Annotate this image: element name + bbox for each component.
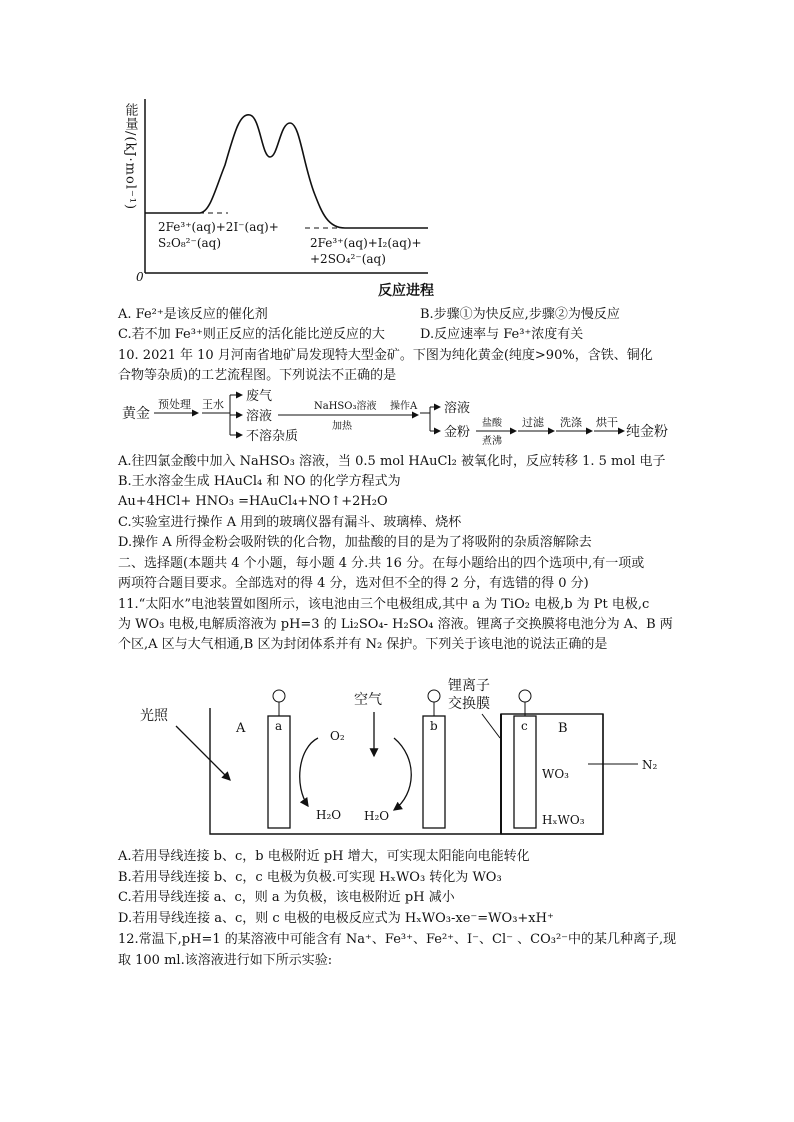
q10-stem-line1: 10. 2021 年 10 月河南省地矿局发现特大型金矿。下图为纯化黄金(纯度>90%，含铁、铜化	[118, 348, 653, 363]
n2-label: N₂	[642, 758, 658, 772]
membrane-label-line1: 锂离子	[448, 678, 490, 694]
q9-option-d: D.反应速率与 Fe³⁺浓度有关	[420, 327, 584, 342]
flow-dry: 烘干	[596, 416, 618, 429]
origin-label: 0	[136, 270, 144, 284]
flow-filter: 过滤	[522, 416, 544, 429]
q10-option-d: D.操作 A 所得金粉会吸附铁的化合物，加盐酸的目的是为了将吸附的杂质溶解除去	[118, 535, 592, 550]
y-axis-label: 能量/(kJ·mol⁻¹)	[122, 103, 138, 211]
energy-profile-chart	[110, 95, 460, 305]
q10-option-a: A.往四氯金酸中加入 NaHSO₃ 溶液，当 0.5 mol HAuCl₂ 被氧化时，反应转移 1. 5 mol 电子	[118, 454, 666, 469]
q11-option-c: C.若用导线连接 a、c，则 a 为负极，该电极附近 pH 减小	[118, 890, 455, 905]
reactants-label-line1: 2Fe³⁺(aq)+2I⁻(aq)+	[158, 220, 279, 234]
light-label: 光照	[140, 708, 168, 724]
q12-stem-line2: 取 100 ml.该溶液进行如下所示实验:	[118, 953, 333, 968]
q12-stem-line1: 12.常温下,pH=1 的某溶液中可能含有 Na⁺、Fe³⁺、Fe²⁺、I⁻、Cl⁻ 、CO₃²⁻中的某几种离子,现	[118, 932, 677, 947]
q9-option-b: B.步骤①为快反应,步骤②为慢反应	[420, 307, 620, 322]
flow-operation-a: 操作A	[390, 401, 418, 412]
wo3-label: WO₃	[542, 767, 569, 781]
h2o-left-label: H₂O	[316, 808, 342, 822]
q10-option-b-line1: B.王水溶金生成 HAuCl₄ 和 NO 的化学方程式为	[118, 474, 401, 489]
q11-stem-line2: 为 WO₃ 电极,电解质溶液为 pH=3 的 Li₂SO₄- H₂SO₄ 溶液。锂离子交换膜将电池分为 A、B 两	[118, 617, 673, 632]
q11-option-b: B.若用导线连接 b、c，c 电极为负极.可实现 HₓWO₃ 转化为 WO₃	[118, 870, 502, 885]
flow-wash: 洗涤	[560, 416, 582, 429]
flow-condition: 加热	[332, 421, 352, 432]
products-label-line2: +2SO₄²⁻(aq)	[310, 252, 386, 266]
o2-cycle-arrow	[300, 738, 318, 806]
flow-start: 黄金	[122, 406, 150, 422]
products-label-line1: 2Fe³⁺(aq)+I₂(aq)+	[310, 236, 422, 250]
h2o-right-label: H₂O	[364, 809, 390, 823]
flow-step-aqua-regia: 王水	[202, 398, 224, 411]
flow-step-pretreat: 预处理	[158, 398, 191, 411]
q10-stem-line2: 合物等杂质)的工艺流程图。下列说法不正确的是	[118, 368, 397, 383]
section2-line1: 二、选择题(本题共 4 个小题，每小题 4 分.共 16 分。在每小题给出的四个选项中,有一项或	[118, 556, 645, 571]
hxwo3-label: HₓWO₃	[542, 813, 585, 827]
membrane-label-line2: 交换膜	[448, 696, 490, 712]
flow-branch-waste-gas: 废气	[246, 389, 273, 404]
light-arrow	[176, 726, 230, 780]
q9-option-c: C.若不加 Fe³⁺则正反应的活化能比逆反应的大	[118, 327, 385, 342]
gold-purification-flowchart	[118, 385, 708, 450]
q11-stem-line3: 个区,A 区与大气相通,B 区为封闭体系并有 N₂ 保护。下列关于该电池的说法正确的是	[118, 637, 608, 652]
q11-option-d: D.若用导线连接 a、c，则 c 电极的电极反应式为 HₓWO₃-xe⁻=WO₃+xH⁺	[118, 911, 554, 926]
solar-water-battery-diagram	[118, 668, 698, 843]
q11-stem-line1: 11.“太阳水”电池装置如图所示，该电池由三个电极组成,其中 a 为 TiO₂ 电极,b 为 Pt 电极,c	[118, 597, 650, 612]
x-axis-label: 反应进程	[378, 283, 434, 299]
water-cycle-arrow	[394, 738, 411, 810]
o2-label: O₂	[330, 729, 345, 743]
q11-option-a: A.若用导线连接 b、c，b 电极附近 pH 增大，可实现太阳能向电能转化	[118, 849, 530, 864]
flow-out-gold-powder: 金粉	[444, 425, 471, 440]
q10-option-c: C.实验室进行操作 A 用到的玻璃仪器有漏斗、玻璃棒、烧杯	[118, 515, 462, 530]
flow-boil: 煮沸	[482, 436, 502, 447]
q9-option-a: A. Fe²⁺是该反应的催化剂	[118, 307, 268, 322]
flow-branch-solution: 溶液	[246, 409, 273, 424]
flow-branch-insoluble: 不溶杂质	[246, 429, 299, 444]
section2-line2: 两项符合题目要求。全部选对的得 4 分，选对但不全的得 2 分，有选错的得 0 分)	[118, 576, 589, 591]
flow-end: 纯金粉	[626, 424, 668, 440]
flow-out-solution: 溶液	[444, 401, 471, 416]
reactants-label-line2: S₂O₈²⁻(aq)	[158, 236, 222, 250]
zone-a-label: A	[236, 721, 246, 736]
electrode-a-label: a	[275, 719, 283, 733]
flow-hcl: 盐酸	[482, 418, 502, 429]
electrode-b-label: b	[430, 719, 438, 733]
air-label: 空气	[354, 692, 382, 708]
zone-b-label: B	[558, 721, 568, 736]
energy-curve	[145, 115, 428, 228]
electrode-c-label: c	[521, 719, 528, 733]
q10-option-b-line2: Au+4HCl+ HNO₃ =HAuCl₄+NO↑+2H₂O	[118, 494, 388, 509]
flow-reagent: NaHSO₃溶液	[314, 401, 377, 412]
